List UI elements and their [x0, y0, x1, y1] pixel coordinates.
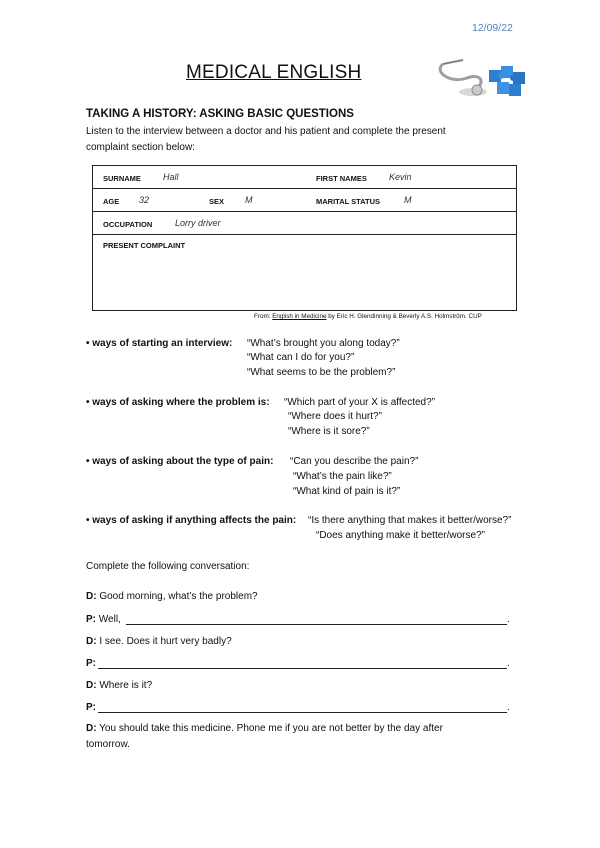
line-text: Good morning, what’s the problem?: [99, 591, 258, 602]
surname-label: SURNAME: [103, 174, 141, 183]
question: “Is there anything that makes it better/worse?”: [308, 515, 512, 526]
answer-line[interactable]: [98, 668, 507, 669]
speaker: D:: [86, 680, 97, 691]
marital-status-value[interactable]: M: [404, 195, 412, 205]
line-text: Well,: [98, 614, 121, 625]
first-names-label: FIRST NAMES: [316, 174, 367, 183]
intro-line: complaint section below:: [86, 142, 195, 153]
answer-line[interactable]: [98, 712, 507, 713]
form-row-complaint[interactable]: [93, 235, 516, 310]
age-value[interactable]: 32: [139, 195, 150, 205]
dialogue-line: [86, 658, 96, 669]
conversation-instruction: Complete the following conversation:: [86, 561, 250, 572]
form-row-names: [93, 166, 516, 189]
line-text: You should take this medicine. Phone me if you are not better by the day after: [99, 723, 443, 734]
question: “Where is it sore?”: [288, 426, 370, 437]
question: “Does anything make it better/worse?”: [316, 530, 485, 541]
dialogue-line: [86, 702, 96, 713]
page-title: MEDICAL ENGLISH: [186, 62, 362, 83]
present-complaint-label: PRESENT COMPLAINT: [103, 241, 186, 250]
intro-line: Listen to the interview between a doctor and his patient and complete the present: [86, 126, 446, 137]
book-title: English in Medicine: [272, 313, 327, 320]
speaker: P:: [86, 614, 96, 625]
marital-status-label: MARITAL STATUS: [316, 197, 381, 206]
dialogue-line-continued: tomorrow.: [86, 739, 130, 750]
patient-form: [92, 165, 517, 311]
line-end: .: [507, 614, 510, 625]
question: “What seems to be the problem?”: [247, 367, 396, 378]
speaker: D:: [86, 723, 97, 734]
dialogue-line: [86, 723, 443, 734]
answer-line[interactable]: [126, 624, 507, 625]
source-credit: [254, 313, 482, 320]
credit-suffix: by Eric H. Glendinning & Beverly A.S. Holmström. CUP: [326, 313, 482, 320]
dialogue-line: [86, 614, 121, 625]
question: “Which part of your X is affected?”: [284, 397, 435, 408]
age-label: AGE: [103, 197, 120, 206]
question: “What kind of pain is it?”: [293, 486, 401, 497]
form-row-details: [93, 189, 516, 212]
way-label: • ways of asking where the problem is:: [86, 397, 270, 408]
question: “Where does it hurt?”: [288, 411, 382, 422]
question: “What’s the pain like?”: [293, 471, 392, 482]
dialogue-line: [86, 680, 152, 691]
speaker: D:: [86, 636, 97, 647]
speaker: P:: [86, 658, 96, 669]
question: “What’s brought you along today?”: [247, 338, 400, 349]
dialogue-line: [86, 591, 258, 602]
line-text: Where is it?: [99, 680, 153, 691]
occupation-value[interactable]: Lorry driver: [175, 218, 221, 228]
speaker: D:: [86, 591, 97, 602]
line-text: I see. Does it hurt very badly?: [99, 636, 232, 647]
form-row-occupation: [93, 212, 516, 235]
question: “What can I do for you?”: [247, 352, 355, 363]
section-title: TAKING A HISTORY: ASKING BASIC QUESTIONS: [86, 108, 354, 120]
credit-prefix: From:: [254, 313, 273, 320]
occupation-label: OCCUPATION: [103, 220, 153, 229]
way-label: • ways of asking about the type of pain:: [86, 456, 274, 467]
surname-value[interactable]: Hall: [163, 172, 179, 182]
dialogue-line: [86, 636, 232, 647]
line-end: .: [507, 658, 510, 669]
instructions: [86, 124, 506, 156]
question: “Can you describe the pain?”: [290, 456, 419, 467]
line-end: .: [507, 702, 510, 713]
sex-value[interactable]: M: [245, 195, 253, 205]
way-label: • ways of starting an interview:: [86, 338, 233, 349]
stethoscope-puzzle-icon: [433, 52, 533, 102]
sex-label: SEX: [209, 197, 225, 206]
date: 12/09/22: [472, 22, 513, 34]
way-label: • ways of asking if anything affects the pain:: [86, 515, 297, 526]
first-names-value[interactable]: Kevin: [389, 172, 412, 182]
speaker: P:: [86, 702, 96, 713]
